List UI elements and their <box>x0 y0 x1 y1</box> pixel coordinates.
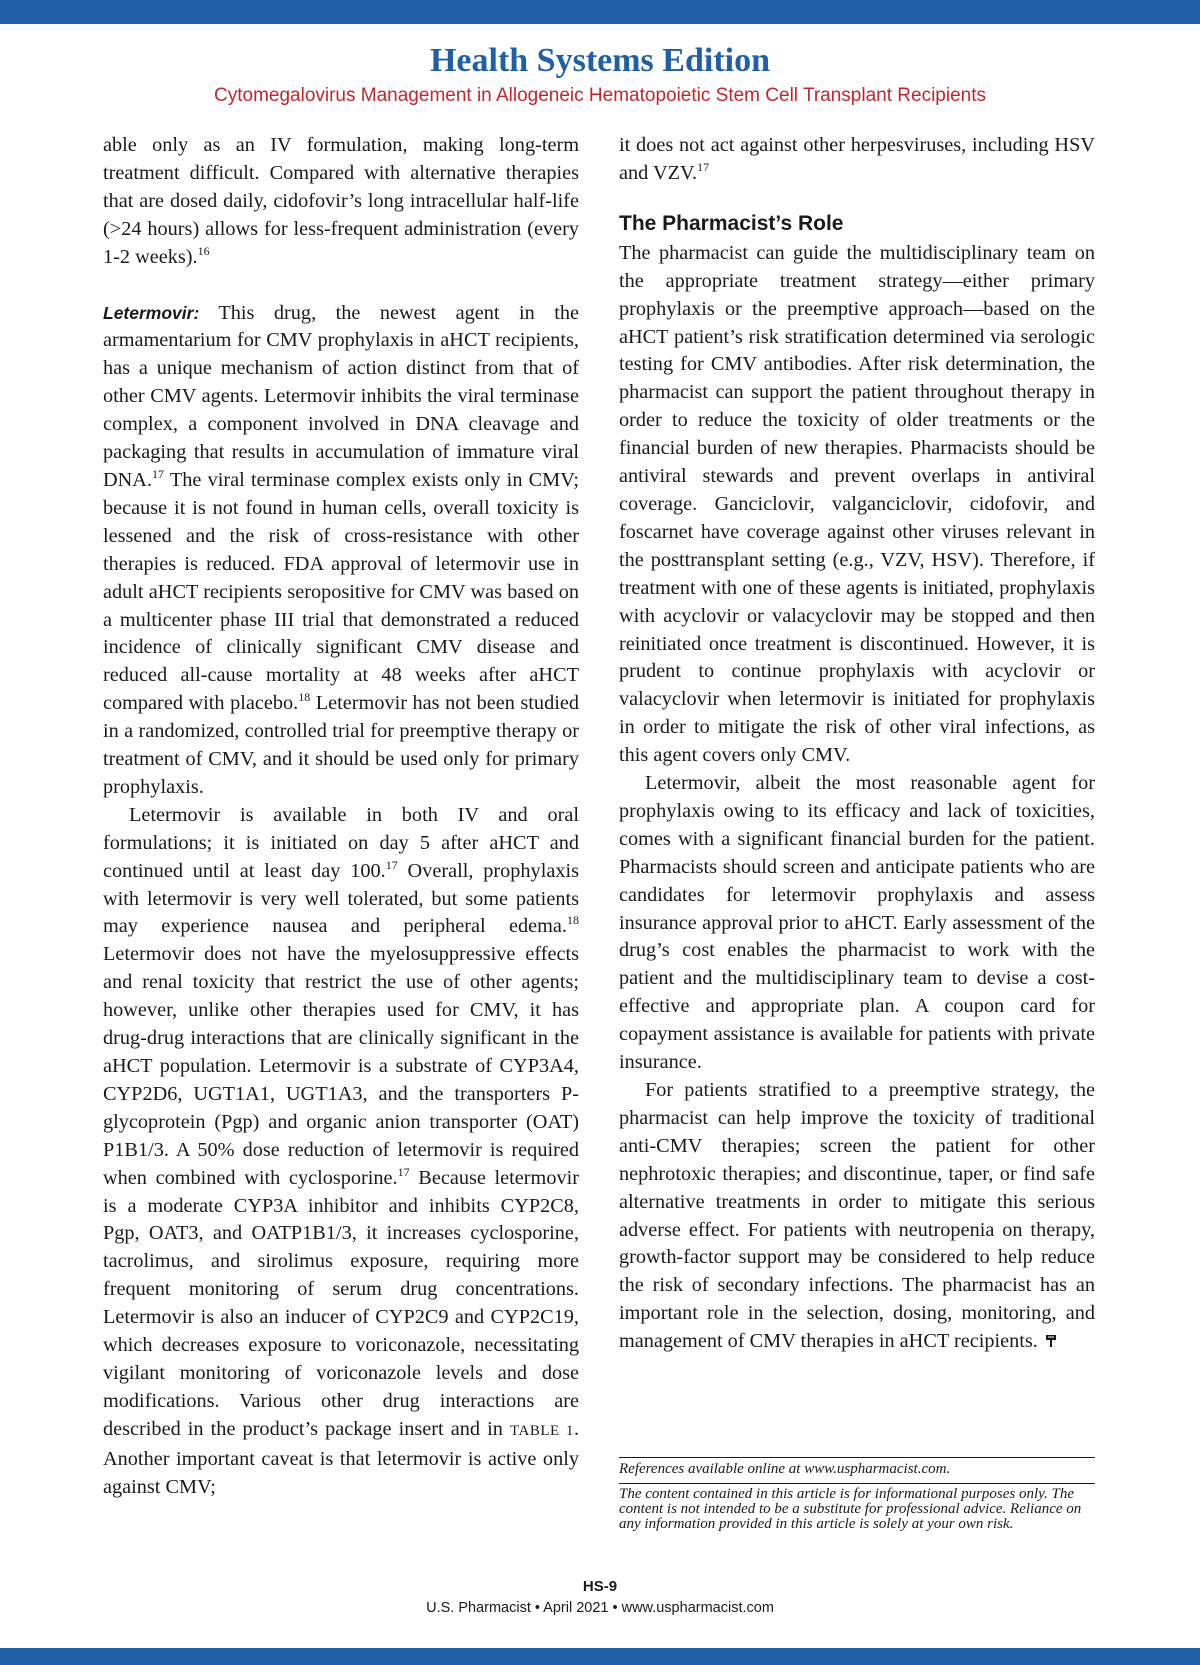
publication-footer: U.S. Pharmacist • April 2021 • www.uspharmacist.com <box>426 1600 774 1616</box>
right-column <box>619 132 1095 1356</box>
citation: 17 <box>385 857 398 872</box>
citation: 17 <box>152 467 165 482</box>
end-of-article-mark-icon <box>1044 1334 1058 1348</box>
top-color-bar <box>0 0 1200 24</box>
subsection-lead: Letermovir: <box>103 302 200 323</box>
bottom-color-bar <box>0 1648 1200 1665</box>
paragraph: Letermovir is available in both IV and oral formulations; it is initiated on day 5 after aHCT and continued until at least day 100.17 Overall, prophylaxis with letermovir is very well tolerated, but some patients may experience nausea and peripheral edema.$^{18}$ Letermovir does not have the myelosuppressive effects and renal toxicity that restrict the use of other agents; however, unlike other therapies used for CMV, it has drug-drug interactions that are clinically significant in the aHCT population. Letermovir is a substrate of CYP3A4, CYP2D6, UGT1A1, UGT1A3, and the transporters P-glycoprotein (Pgp) and organic anion transporter (OAT) P1B1/3. A 50% dose reduction of letermovir is required when combined with cyclosporine.$^{17}$ Because letermovir is a moderate CYP3A inhibitor and inhibits CYP2C8, Pgp, OAT3, and OATP1B1/3, it increases cyclosporine, tacrolimus, and sirolimus exposure, requiring more frequent monitoring of serum drug concentrations. Letermovir is also an inducer of CYP2C9 and CYP2C19, which decreases exposure to voriconazole, necessitating vigilant monitoring of voriconazole levels and dose modifications. Various other drug interactions are described in the product’s package insert and in TABLE 1. Another important caveat is that letermovir is active only against CMV; <box>103 803 580 1498</box>
citation: 16 <box>197 243 210 258</box>
divider <box>619 1457 1095 1458</box>
edition-title: Health Systems Edition <box>429 42 771 79</box>
left-column <box>103 132 579 1502</box>
table-reference: TABLE 1 <box>510 1422 574 1439</box>
citation: 18 <box>567 913 579 928</box>
paragraph: The pharmacist can guide the multidisciplinary team on the appropriate treatment strategy—either primary prophylaxis or the preemptive approach—based on the aHCT patient’s risk stratification determined via serologic testing for CMV antibodies. After risk determination, the pharmacist can support the patient throughout therapy in order to reduce the toxicity of older treatments or the financial burden of new therapies. Pharmacists should be antiviral stewards and prevent overlaps in antiviral coverage. Ganciclovir, valganciclovir, cidofovir, and foscarnet have coverage against other viruses relevant in the posttransplant setting (e.g., VZV, HSV). Therefore, if treatment with one of these agents is initiated, prophylaxis with acyclovir or valacyclovir may be stopped and then reinitiated once treatment is discontinued. However, it is prudent to continue prophylaxis with acyclovir or valacyclovir when letermovir is initiated for prophylaxis in order to mitigate the risk of other viral infections, as this agent covers only CMV. <box>619 241 1095 767</box>
section-heading: The Pharmacist’s Role <box>619 211 844 235</box>
paragraph: able only as an IV formulation, making long-term treatment difficult. Compared with alternative therapies that are dosed daily, cidofovir’s long intracellular half-life (>24 hours) allows for less-frequent administration (every 1-2 weeks).$^{16}$ <box>103 134 579 268</box>
paragraph: Letermovir, albeit the most reasonable agent for prophylaxis owing to its efficacy and lack of toxicities, comes with a significant financial burden for the patient. Pharmacists should screen and anticipate patients who are candidates for letermovir prophylaxis and assess insurance approval prior to aHCT. Early assessment of the drug’s cost enables the pharmacist to work with the patient and the multidisciplinary team to devise a cost-effective and appropriate plan. A coupon card for copayment assistance is available for patients with private insurance. <box>619 772 1095 1074</box>
citation: 17 <box>397 1164 410 1179</box>
page-number: HS-9 <box>582 1578 618 1595</box>
references-note: References available online at www.uspharmacist.com. <box>619 1461 951 1477</box>
divider <box>619 1483 1095 1484</box>
citation: 18 <box>298 690 311 705</box>
paragraph: it does not act against other herpesviruses, including HSV and VZV.$^{17}$ <box>619 134 1095 184</box>
citation: 17 <box>697 160 710 175</box>
paragraph: For patients stratified to a preemptive strategy, the pharmacist can help improve the toxicity of traditional anti-CMV therapies; screen the patient for other nephrotoxic therapies; and discontinue, taper, or find safe alternative treatments in order to mitigate this serious adverse effect. For patients with neutropenia on therapy, growth-factor support may be considered to help reduce the risk of secondary infections. The pharmacist has an important role in the selection, dosing, monitoring, and management of CMV therapies in aHCT recipients. <box>619 1079 1095 1353</box>
paragraph-letermovir: Letermovir: This drug, the newest agent in the armamentarium for CMV prophylaxis in aHCT recipients, has a unique mechanism of action distinct from that of other CMV agents. Letermovir inhibits the viral terminase complex, a component involved in DNA cleavage and packaging that results in accumulation of immature viral DNA.$^{17}$ The viral terminase complex exists only in CMV; because it is not found in human cells, overall toxicity is lessened and the risk of cross-resistance with other therapies is reduced. FDA approval of letermovir use in adult aHCT recipients seropositive for CMV was based on a multicenter phase III trial that demonstrated a reduced incidence of clinically significant CMV disease and reduced all-cause mortality at 48 weeks after aHCT compared with placebo.$^{18}$ Letermovir has not been studied in a randomized, controlled trial for preemptive therapy or treatment of CMV, and it should be used only for primary prophylaxis. <box>103 301 579 798</box>
disclaimer: The content contained in this article is for informational purposes only. The content is not intended to be a substitute for professional advice. Reliance on any information provided in this article is solely at your own risk. <box>619 1486 1082 1532</box>
article-subtitle: Cytomegalovirus Management in Allogeneic Hematopoietic Stem Cell Transplant Recipients <box>214 85 986 106</box>
